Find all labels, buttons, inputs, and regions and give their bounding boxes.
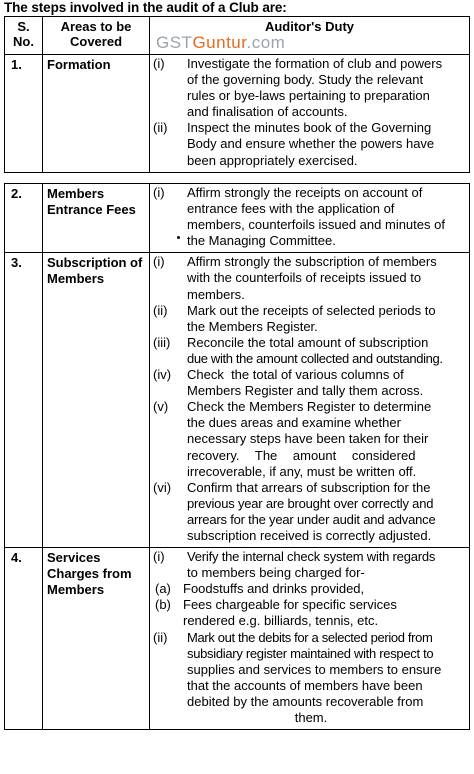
item-text [187,185,465,249]
line: necessary steps have been taken for their [187,431,429,447]
line: Affirm strongly the subscription of members [187,254,437,270]
duty-item [153,254,465,302]
duty-item [153,549,465,581]
item-text [187,549,465,581]
table-row [5,548,470,730]
line: Body and ensure whether the powers have [187,136,435,152]
header-area-line-1: Areas to be [60,19,132,34]
item-number: (i) [153,56,165,71]
item-text [187,399,465,479]
line: Members Register and tally them across. [187,383,424,399]
duty-item [153,399,465,479]
line: entrance fees with the application of [187,201,395,217]
line: Confirm that arrears of subscription for the [187,479,431,495]
subitem-letter: (a) [155,581,171,597]
line: subsidiary register maintained with respect to [187,645,434,661]
line: with the counterfoils of receipts issued to [187,270,422,286]
line: of the governing body. Study the relevant [187,72,424,88]
table-row [5,184,470,253]
table-header-row [5,17,470,55]
item-text [187,303,465,335]
duty-item [153,120,465,168]
item-text [187,120,465,168]
item-number: (iii) [153,334,171,350]
row-4-sno: 4. [5,548,43,730]
subitem-letter: (b) [155,597,171,613]
page-heading: The steps involved in the audit of a Club are: [4,0,287,15]
row-1-sno: 1. [5,55,43,173]
item-number: (iv) [153,367,172,383]
item-number: (v) [153,399,169,415]
row-2-area [43,184,150,253]
line: rules or bye-laws pertaining to preparation [187,88,430,104]
header-duty [150,17,470,55]
line: Reconcile the total amount of subscription [187,334,429,350]
line: recovery. The amount considered [187,447,416,463]
line: Mark out the receipts of selected periods to [187,302,436,318]
line: members. [187,286,245,302]
duty-item [153,335,465,367]
line: Foodstuffs and drinks provided, [183,581,365,597]
header-sno [5,17,43,55]
line: Investigate the formation of club and powers [187,56,443,71]
duty-subitem [153,597,465,629]
item-number: (ii) [153,302,168,318]
item-number: (ii) [153,629,168,645]
row-1-duty [150,55,470,173]
line: the Managing Committee. [187,233,336,249]
header-area-line-2: Covered [69,34,123,49]
area-line: Members [47,582,105,598]
area-line: Services [47,550,101,566]
line: due with the amount collected and outstanding. [187,350,443,366]
watermark-logo: GSTGuntur.com [156,33,286,52]
line: Affirm strongly the receipts on account of [187,185,423,200]
header-duty-label: Auditor's Duty [264,19,355,34]
table-row [5,55,470,173]
area-line: Members [47,271,105,287]
line: arrears for the year under audit and advance [187,511,436,527]
area-line: Entrance Fees [47,202,136,217]
line: rendered e.g. billiards, tennis, etc. [183,613,379,629]
duty-item [153,56,465,120]
line: Fees chargeable for specific services [183,597,397,613]
row-4-area [43,548,150,730]
item-text [187,254,465,302]
line: Check the total of various columns of [187,367,404,383]
line: supplies and services to members to ensure [187,661,442,677]
line: Inspect the minutes book of the Governing [187,120,432,136]
duty-item [153,480,465,544]
area-line: Members [47,186,105,201]
duty-item [153,303,465,335]
item-text [187,367,465,399]
line: members, counterfoils issued and minutes of [187,217,445,233]
audit-table-part-2 [4,183,470,730]
header-sno-line-2: No. [13,34,34,49]
line: them. [294,710,328,725]
item-text [187,56,465,120]
line: and finalisation of accounts. [187,104,348,120]
print-speck [177,236,180,239]
item-number: (ii) [153,120,168,136]
line: to members being charged for- [187,565,365,581]
line: subscription received is correctly adjusted. [187,527,432,543]
area-line: Subscription of [47,255,143,271]
item-number: (i) [153,254,165,270]
line: Mark out the debits for a selected period from [187,629,433,645]
subitem-text [183,581,465,597]
duty-item [153,185,465,249]
line: that the accounts of members have been [187,677,423,693]
line: the dues areas and examine whether [187,415,401,431]
item-text [187,630,465,727]
area-line: Charges from [47,566,132,582]
header-sno-line-1: S. [17,19,30,34]
line: been appropriately exercised. [187,152,358,168]
duty-subitem [153,581,465,597]
item-text [187,335,465,367]
item-number: (i) [153,185,165,200]
item-text [187,480,465,544]
line: irrecoverable, if any, must be written off. [187,463,417,479]
line: Verify the internal check system with regards [187,549,436,565]
duty-item [153,367,465,399]
row-3-area [43,253,150,548]
line: previous year are brought over correctly and [187,495,434,511]
item-number: (i) [153,549,165,565]
line: Check the Members Register to determine [187,399,432,415]
table-row [5,253,470,548]
item-number: (vi) [153,479,172,495]
line: the Members Register. [187,318,318,334]
duty-item [153,630,465,727]
line: debited by the amounts recoverable from [187,693,424,709]
row-1-area: Formation [43,55,150,173]
row-3-duty [150,253,470,548]
row-2-sno: 2. [5,184,43,253]
header-area [43,17,150,55]
row-3-sno: 3. [5,253,43,548]
audit-table-part-1 [4,16,470,173]
row-4-duty [150,548,470,730]
subitem-text [183,597,465,629]
row-2-duty [150,184,470,253]
